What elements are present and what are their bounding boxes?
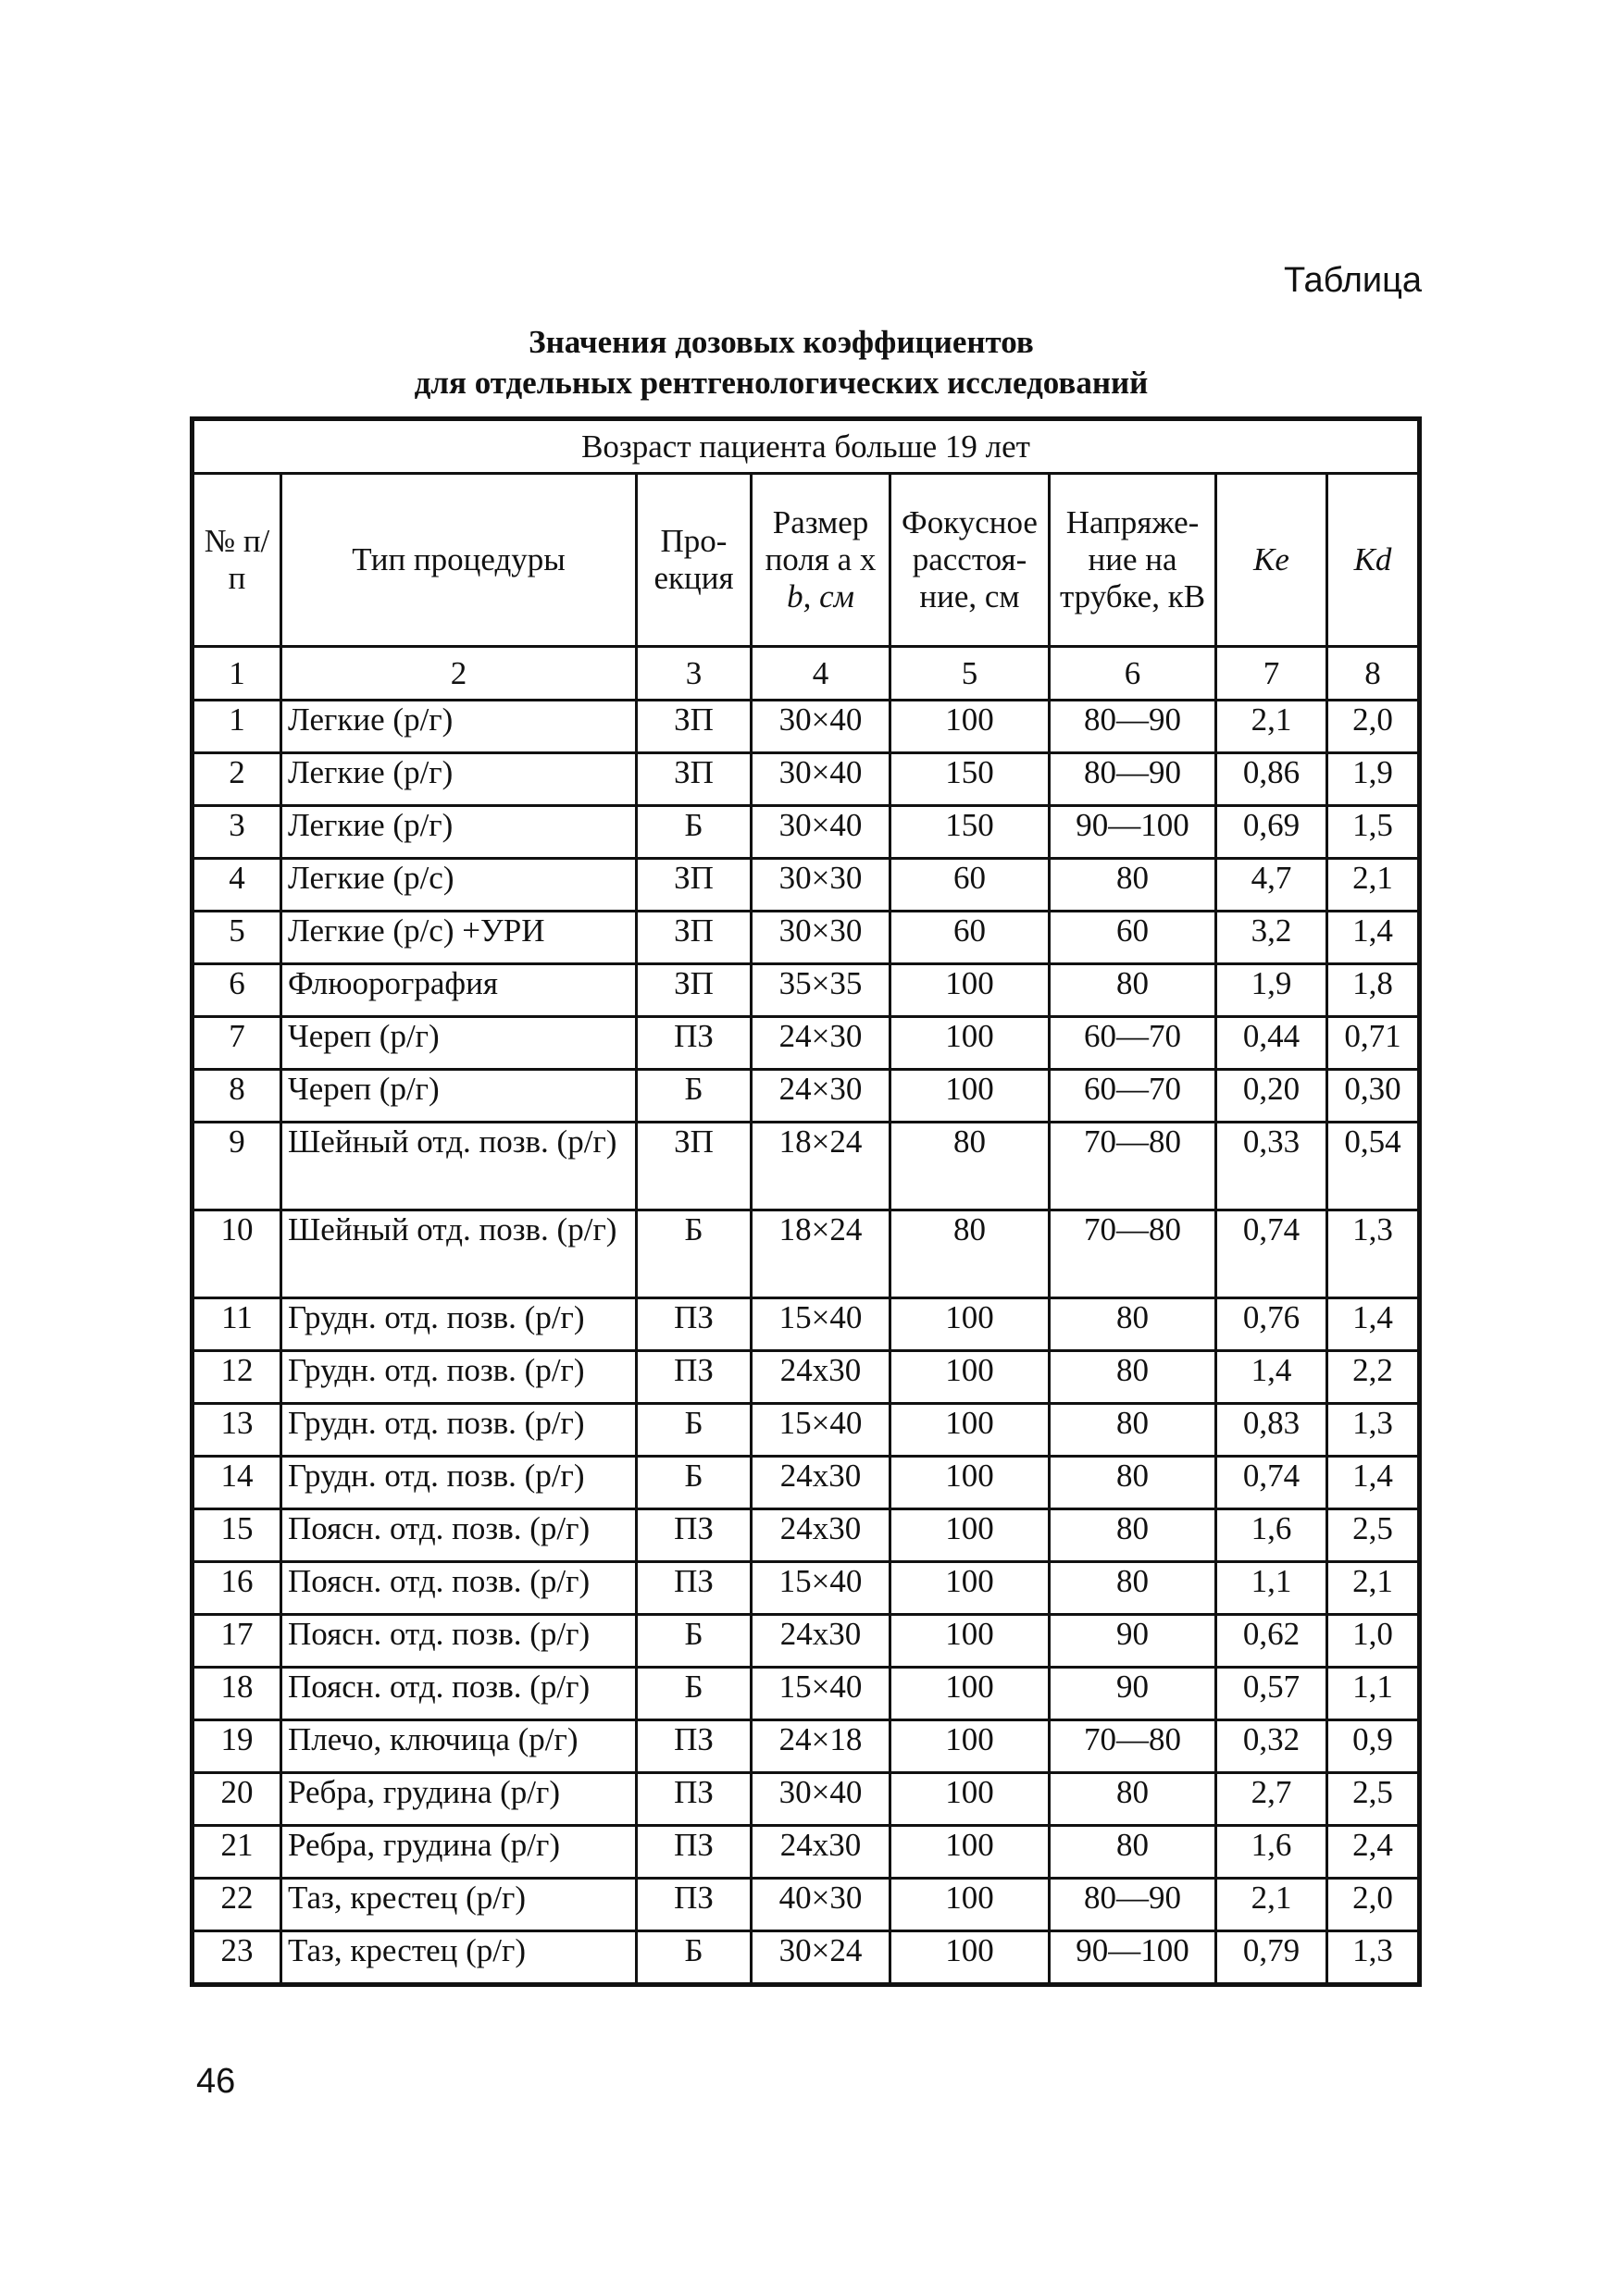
procedure-cell: Ребра, грудина (р/г) [281, 1773, 637, 1826]
column-number-cell: 6 [1050, 647, 1216, 701]
ke-cell: 2,7 [1216, 1773, 1327, 1826]
row-num-cell: 4 [193, 859, 281, 912]
column-number-cell: 7 [1216, 647, 1327, 701]
table-row [193, 1457, 1420, 1509]
row-num-cell: 18 [193, 1668, 281, 1720]
focal-distance-cell: 100 [890, 1615, 1050, 1668]
procedure-cell: Шейный отд. позв. (р/г) [281, 1210, 637, 1298]
field-size-cell: 30×40 [752, 1773, 890, 1826]
field-size-cell: 30×30 [752, 859, 890, 912]
table-row [193, 1210, 1420, 1298]
field-size-cell: 15×40 [752, 1298, 890, 1351]
field-size-cell: 40×30 [752, 1879, 890, 1931]
ke-cell: 4,7 [1216, 859, 1327, 912]
voltage-cell: 80 [1050, 1509, 1216, 1562]
column-number-cell: 3 [637, 647, 752, 701]
table-label: Таблица [1284, 261, 1422, 300]
procedure-cell: Грудн. отд. позв. (р/г) [281, 1351, 637, 1404]
kd-cell: 0,9 [1327, 1720, 1420, 1773]
ke-cell: 0,62 [1216, 1615, 1327, 1668]
projection-cell: ЗП [637, 912, 752, 964]
table-row [193, 1509, 1420, 1562]
projection-cell: ПЗ [637, 1351, 752, 1404]
projection-cell: ЗП [637, 701, 752, 753]
focal-distance-cell: 100 [890, 1017, 1050, 1070]
focal-distance-cell: 100 [890, 1826, 1050, 1879]
header-field-size-line2: поля a x [765, 541, 877, 577]
focal-distance-cell: 80 [890, 1210, 1050, 1298]
kd-cell: 2,1 [1327, 859, 1420, 912]
caption-row [193, 419, 1420, 474]
projection-cell: ПЗ [637, 1562, 752, 1615]
ke-cell: 0,33 [1216, 1123, 1327, 1210]
kd-cell: 1,5 [1327, 806, 1420, 859]
kd-cell: 1,0 [1327, 1615, 1420, 1668]
row-num-cell: 1 [193, 701, 281, 753]
voltage-cell: 80 [1050, 1404, 1216, 1457]
focal-distance-cell: 100 [890, 1298, 1050, 1351]
header-type: Тип процедуры [281, 474, 637, 647]
table-row [193, 1879, 1420, 1931]
row-num-cell: 6 [193, 964, 281, 1017]
procedure-cell: Таз, крестец (р/г) [281, 1931, 637, 1985]
ke-cell: 0,79 [1216, 1931, 1327, 1985]
ke-cell: 0,32 [1216, 1720, 1327, 1773]
row-num-cell: 8 [193, 1070, 281, 1123]
row-num-cell: 5 [193, 912, 281, 964]
row-num-cell: 10 [193, 1210, 281, 1298]
voltage-cell: 80 [1050, 1457, 1216, 1509]
field-size-cell: 30×24 [752, 1931, 890, 1985]
field-size-cell: 30×40 [752, 701, 890, 753]
row-num-cell: 12 [193, 1351, 281, 1404]
kd-cell: 0,71 [1327, 1017, 1420, 1070]
table-row [193, 964, 1420, 1017]
row-num-cell: 7 [193, 1017, 281, 1070]
focal-distance-cell: 100 [890, 701, 1050, 753]
ke-cell: 0,86 [1216, 753, 1327, 806]
procedure-cell: Легкие (р/г) [281, 753, 637, 806]
table-row [193, 1298, 1420, 1351]
field-size-cell: 35×35 [752, 964, 890, 1017]
table-row [193, 1070, 1420, 1123]
focal-distance-cell: 100 [890, 964, 1050, 1017]
field-size-cell: 15×40 [752, 1668, 890, 1720]
voltage-cell: 60 [1050, 912, 1216, 964]
kd-cell: 2,1 [1327, 1562, 1420, 1615]
column-number-cell: 8 [1327, 647, 1420, 701]
ke-cell: 0,74 [1216, 1457, 1327, 1509]
age-caption: Возраст пациента больше 19 лет [193, 419, 1420, 474]
row-num-cell: 20 [193, 1773, 281, 1826]
row-num-cell: 16 [193, 1562, 281, 1615]
voltage-cell: 80 [1050, 964, 1216, 1017]
focal-distance-cell: 100 [890, 1562, 1050, 1615]
voltage-cell: 80 [1050, 1562, 1216, 1615]
voltage-cell: 80 [1050, 1298, 1216, 1351]
kd-cell: 2,2 [1327, 1351, 1420, 1404]
row-num-cell: 9 [193, 1123, 281, 1210]
field-size-cell: 24×18 [752, 1720, 890, 1773]
projection-cell: ПЗ [637, 1773, 752, 1826]
projection-cell: ЗП [637, 859, 752, 912]
voltage-cell: 80—90 [1050, 753, 1216, 806]
voltage-cell: 80 [1050, 859, 1216, 912]
focal-distance-cell: 100 [890, 1351, 1050, 1404]
voltage-cell: 80 [1050, 1773, 1216, 1826]
projection-cell: Б [637, 1070, 752, 1123]
ke-cell: 1,9 [1216, 964, 1327, 1017]
projection-cell: ПЗ [637, 1826, 752, 1879]
ke-cell: 2,1 [1216, 1879, 1327, 1931]
procedure-cell: Грудн. отд. позв. (р/г) [281, 1457, 637, 1509]
projection-cell: ПЗ [637, 1509, 752, 1562]
header-voltage: Напряже-ние на трубке, кВ [1050, 474, 1216, 647]
dose-coefficients-table [190, 416, 1422, 1987]
table-row [193, 1826, 1420, 1879]
procedure-cell: Поясн. отд. позв. (р/г) [281, 1668, 637, 1720]
voltage-cell: 80—90 [1050, 701, 1216, 753]
table-row [193, 1720, 1420, 1773]
projection-cell: ЗП [637, 753, 752, 806]
kd-cell: 1,8 [1327, 964, 1420, 1017]
projection-cell: ПЗ [637, 1298, 752, 1351]
table-row [193, 1017, 1420, 1070]
table-row [193, 753, 1420, 806]
table-row [193, 806, 1420, 859]
projection-cell: Б [637, 1457, 752, 1509]
field-size-cell: 24x30 [752, 1615, 890, 1668]
field-size-cell: 30×30 [752, 912, 890, 964]
header-kd: Kd [1327, 474, 1420, 647]
header-ke: Ke [1216, 474, 1327, 647]
ke-cell: 1,6 [1216, 1509, 1327, 1562]
column-number-cell: 1 [193, 647, 281, 701]
projection-cell: Б [637, 1404, 752, 1457]
focal-distance-cell: 100 [890, 1070, 1050, 1123]
table-row [193, 1351, 1420, 1404]
voltage-cell: 60—70 [1050, 1017, 1216, 1070]
ke-cell: 0,76 [1216, 1298, 1327, 1351]
column-number-cell: 5 [890, 647, 1050, 701]
ke-cell: 0,74 [1216, 1210, 1327, 1298]
projection-cell: ПЗ [637, 1720, 752, 1773]
procedure-cell: Поясн. отд. позв. (р/г) [281, 1615, 637, 1668]
focal-distance-cell: 100 [890, 1720, 1050, 1773]
row-num-cell: 17 [193, 1615, 281, 1668]
voltage-cell: 90—100 [1050, 1931, 1216, 1985]
header-field-size-line3: b, см [787, 578, 854, 614]
procedure-cell: Шейный отд. позв. (р/г) [281, 1123, 637, 1210]
ke-cell: 0,44 [1216, 1017, 1327, 1070]
field-size-cell: 24x30 [752, 1509, 890, 1562]
kd-cell: 1,4 [1327, 912, 1420, 964]
procedure-cell: Легкие (р/г) [281, 806, 637, 859]
field-size-cell: 24×30 [752, 1017, 890, 1070]
ke-cell: 2,1 [1216, 701, 1327, 753]
procedure-cell: Грудн. отд. позв. (р/г) [281, 1298, 637, 1351]
focal-distance-cell: 100 [890, 1773, 1050, 1826]
procedure-cell: Грудн. отд. позв. (р/г) [281, 1404, 637, 1457]
table-row [193, 1404, 1420, 1457]
row-num-cell: 2 [193, 753, 281, 806]
kd-cell: 1,9 [1327, 753, 1420, 806]
focal-distance-cell: 80 [890, 1123, 1050, 1210]
procedure-cell: Флюорография [281, 964, 637, 1017]
ke-cell: 0,57 [1216, 1668, 1327, 1720]
field-size-cell: 15×40 [752, 1562, 890, 1615]
table-title-line2: для отдельных рентгенологических исследований [414, 365, 1149, 401]
focal-distance-cell: 100 [890, 1931, 1050, 1985]
row-num-cell: 14 [193, 1457, 281, 1509]
table-row [193, 1562, 1420, 1615]
field-size-cell: 18×24 [752, 1210, 890, 1298]
table-title-line1: Значения дозовых коэффициентов [529, 324, 1034, 360]
focal-distance-cell: 100 [890, 1509, 1050, 1562]
procedure-cell: Таз, крестец (р/г) [281, 1879, 637, 1931]
kd-cell: 2,5 [1327, 1773, 1420, 1826]
focal-distance-cell: 60 [890, 912, 1050, 964]
table-row [193, 912, 1420, 964]
focal-distance-cell: 150 [890, 753, 1050, 806]
ke-cell: 0,83 [1216, 1404, 1327, 1457]
kd-cell: 1,3 [1327, 1404, 1420, 1457]
field-size-cell: 30×40 [752, 753, 890, 806]
row-num-cell: 13 [193, 1404, 281, 1457]
ke-cell: 0,69 [1216, 806, 1327, 859]
kd-cell: 2,5 [1327, 1509, 1420, 1562]
table-row [193, 859, 1420, 912]
kd-cell: 0,30 [1327, 1070, 1420, 1123]
row-num-cell: 19 [193, 1720, 281, 1773]
table-row [193, 1668, 1420, 1720]
projection-cell: ЗП [637, 964, 752, 1017]
ke-cell: 1,4 [1216, 1351, 1327, 1404]
row-num-cell: 11 [193, 1298, 281, 1351]
voltage-cell: 70—80 [1050, 1123, 1216, 1210]
projection-cell: ПЗ [637, 1879, 752, 1931]
field-size-cell: 24×30 [752, 1070, 890, 1123]
row-num-cell: 3 [193, 806, 281, 859]
voltage-cell: 90 [1050, 1668, 1216, 1720]
voltage-cell: 90—100 [1050, 806, 1216, 859]
kd-cell: 1,4 [1327, 1298, 1420, 1351]
procedure-cell: Легкие (р/с) [281, 859, 637, 912]
row-num-cell: 23 [193, 1931, 281, 1985]
field-size-cell: 24x30 [752, 1351, 890, 1404]
table-row [193, 1615, 1420, 1668]
header-focal: Фокусное расстоя-ние, см [890, 474, 1050, 647]
kd-cell: 2,0 [1327, 1879, 1420, 1931]
procedure-cell: Череп (р/г) [281, 1017, 637, 1070]
focal-distance-cell: 150 [890, 806, 1050, 859]
ke-cell: 0,20 [1216, 1070, 1327, 1123]
field-size-cell: 18×24 [752, 1123, 890, 1210]
projection-cell: Б [637, 1668, 752, 1720]
ke-cell: 3,2 [1216, 912, 1327, 964]
row-num-cell: 15 [193, 1509, 281, 1562]
procedure-cell: Легкие (р/с) +УРИ [281, 912, 637, 964]
column-number-cell: 4 [752, 647, 890, 701]
field-size-cell: 24x30 [752, 1826, 890, 1879]
focal-distance-cell: 100 [890, 1668, 1050, 1720]
row-num-cell: 21 [193, 1826, 281, 1879]
voltage-cell: 70—80 [1050, 1720, 1216, 1773]
voltage-cell: 90 [1050, 1615, 1216, 1668]
header-projection: Про-екция [637, 474, 752, 647]
kd-cell: 2,4 [1327, 1826, 1420, 1879]
table-row [193, 1123, 1420, 1210]
projection-cell: Б [637, 806, 752, 859]
page-number: 46 [196, 2062, 236, 2101]
projection-cell: Б [637, 1210, 752, 1298]
header-field-size [752, 474, 890, 647]
projection-cell: Б [637, 1615, 752, 1668]
kd-cell: 1,3 [1327, 1210, 1420, 1298]
header-row [193, 474, 1420, 647]
kd-cell: 1,3 [1327, 1931, 1420, 1985]
voltage-cell: 80 [1050, 1826, 1216, 1879]
procedure-cell: Череп (р/г) [281, 1070, 637, 1123]
procedure-cell: Плечо, ключица (р/г) [281, 1720, 637, 1773]
field-size-cell: 30×40 [752, 806, 890, 859]
projection-cell: ПЗ [637, 1017, 752, 1070]
projection-cell: Б [637, 1931, 752, 1985]
ke-cell: 1,6 [1216, 1826, 1327, 1879]
kd-cell: 1,1 [1327, 1668, 1420, 1720]
header-field-size-line1: Размер [772, 504, 869, 540]
table-row [193, 701, 1420, 753]
field-size-cell: 15×40 [752, 1404, 890, 1457]
kd-cell: 0,54 [1327, 1123, 1420, 1210]
column-number-cell: 2 [281, 647, 637, 701]
column-number-row [193, 647, 1420, 701]
procedure-cell: Ребра, грудина (р/г) [281, 1826, 637, 1879]
focal-distance-cell: 100 [890, 1879, 1050, 1931]
voltage-cell: 70—80 [1050, 1210, 1216, 1298]
focal-distance-cell: 60 [890, 859, 1050, 912]
ke-cell: 1,1 [1216, 1562, 1327, 1615]
focal-distance-cell: 100 [890, 1404, 1050, 1457]
voltage-cell: 80 [1050, 1351, 1216, 1404]
kd-cell: 2,0 [1327, 701, 1420, 753]
procedure-cell: Поясн. отд. позв. (р/г) [281, 1562, 637, 1615]
row-num-cell: 22 [193, 1879, 281, 1931]
voltage-cell: 80—90 [1050, 1879, 1216, 1931]
header-num: № п/п [193, 474, 281, 647]
procedure-cell: Поясн. отд. позв. (р/г) [281, 1509, 637, 1562]
field-size-cell: 24x30 [752, 1457, 890, 1509]
projection-cell: ЗП [637, 1123, 752, 1210]
procedure-cell: Легкие (р/г) [281, 701, 637, 753]
table-row [193, 1931, 1420, 1985]
table-row [193, 1773, 1420, 1826]
kd-cell: 1,4 [1327, 1457, 1420, 1509]
voltage-cell: 60—70 [1050, 1070, 1216, 1123]
focal-distance-cell: 100 [890, 1457, 1050, 1509]
